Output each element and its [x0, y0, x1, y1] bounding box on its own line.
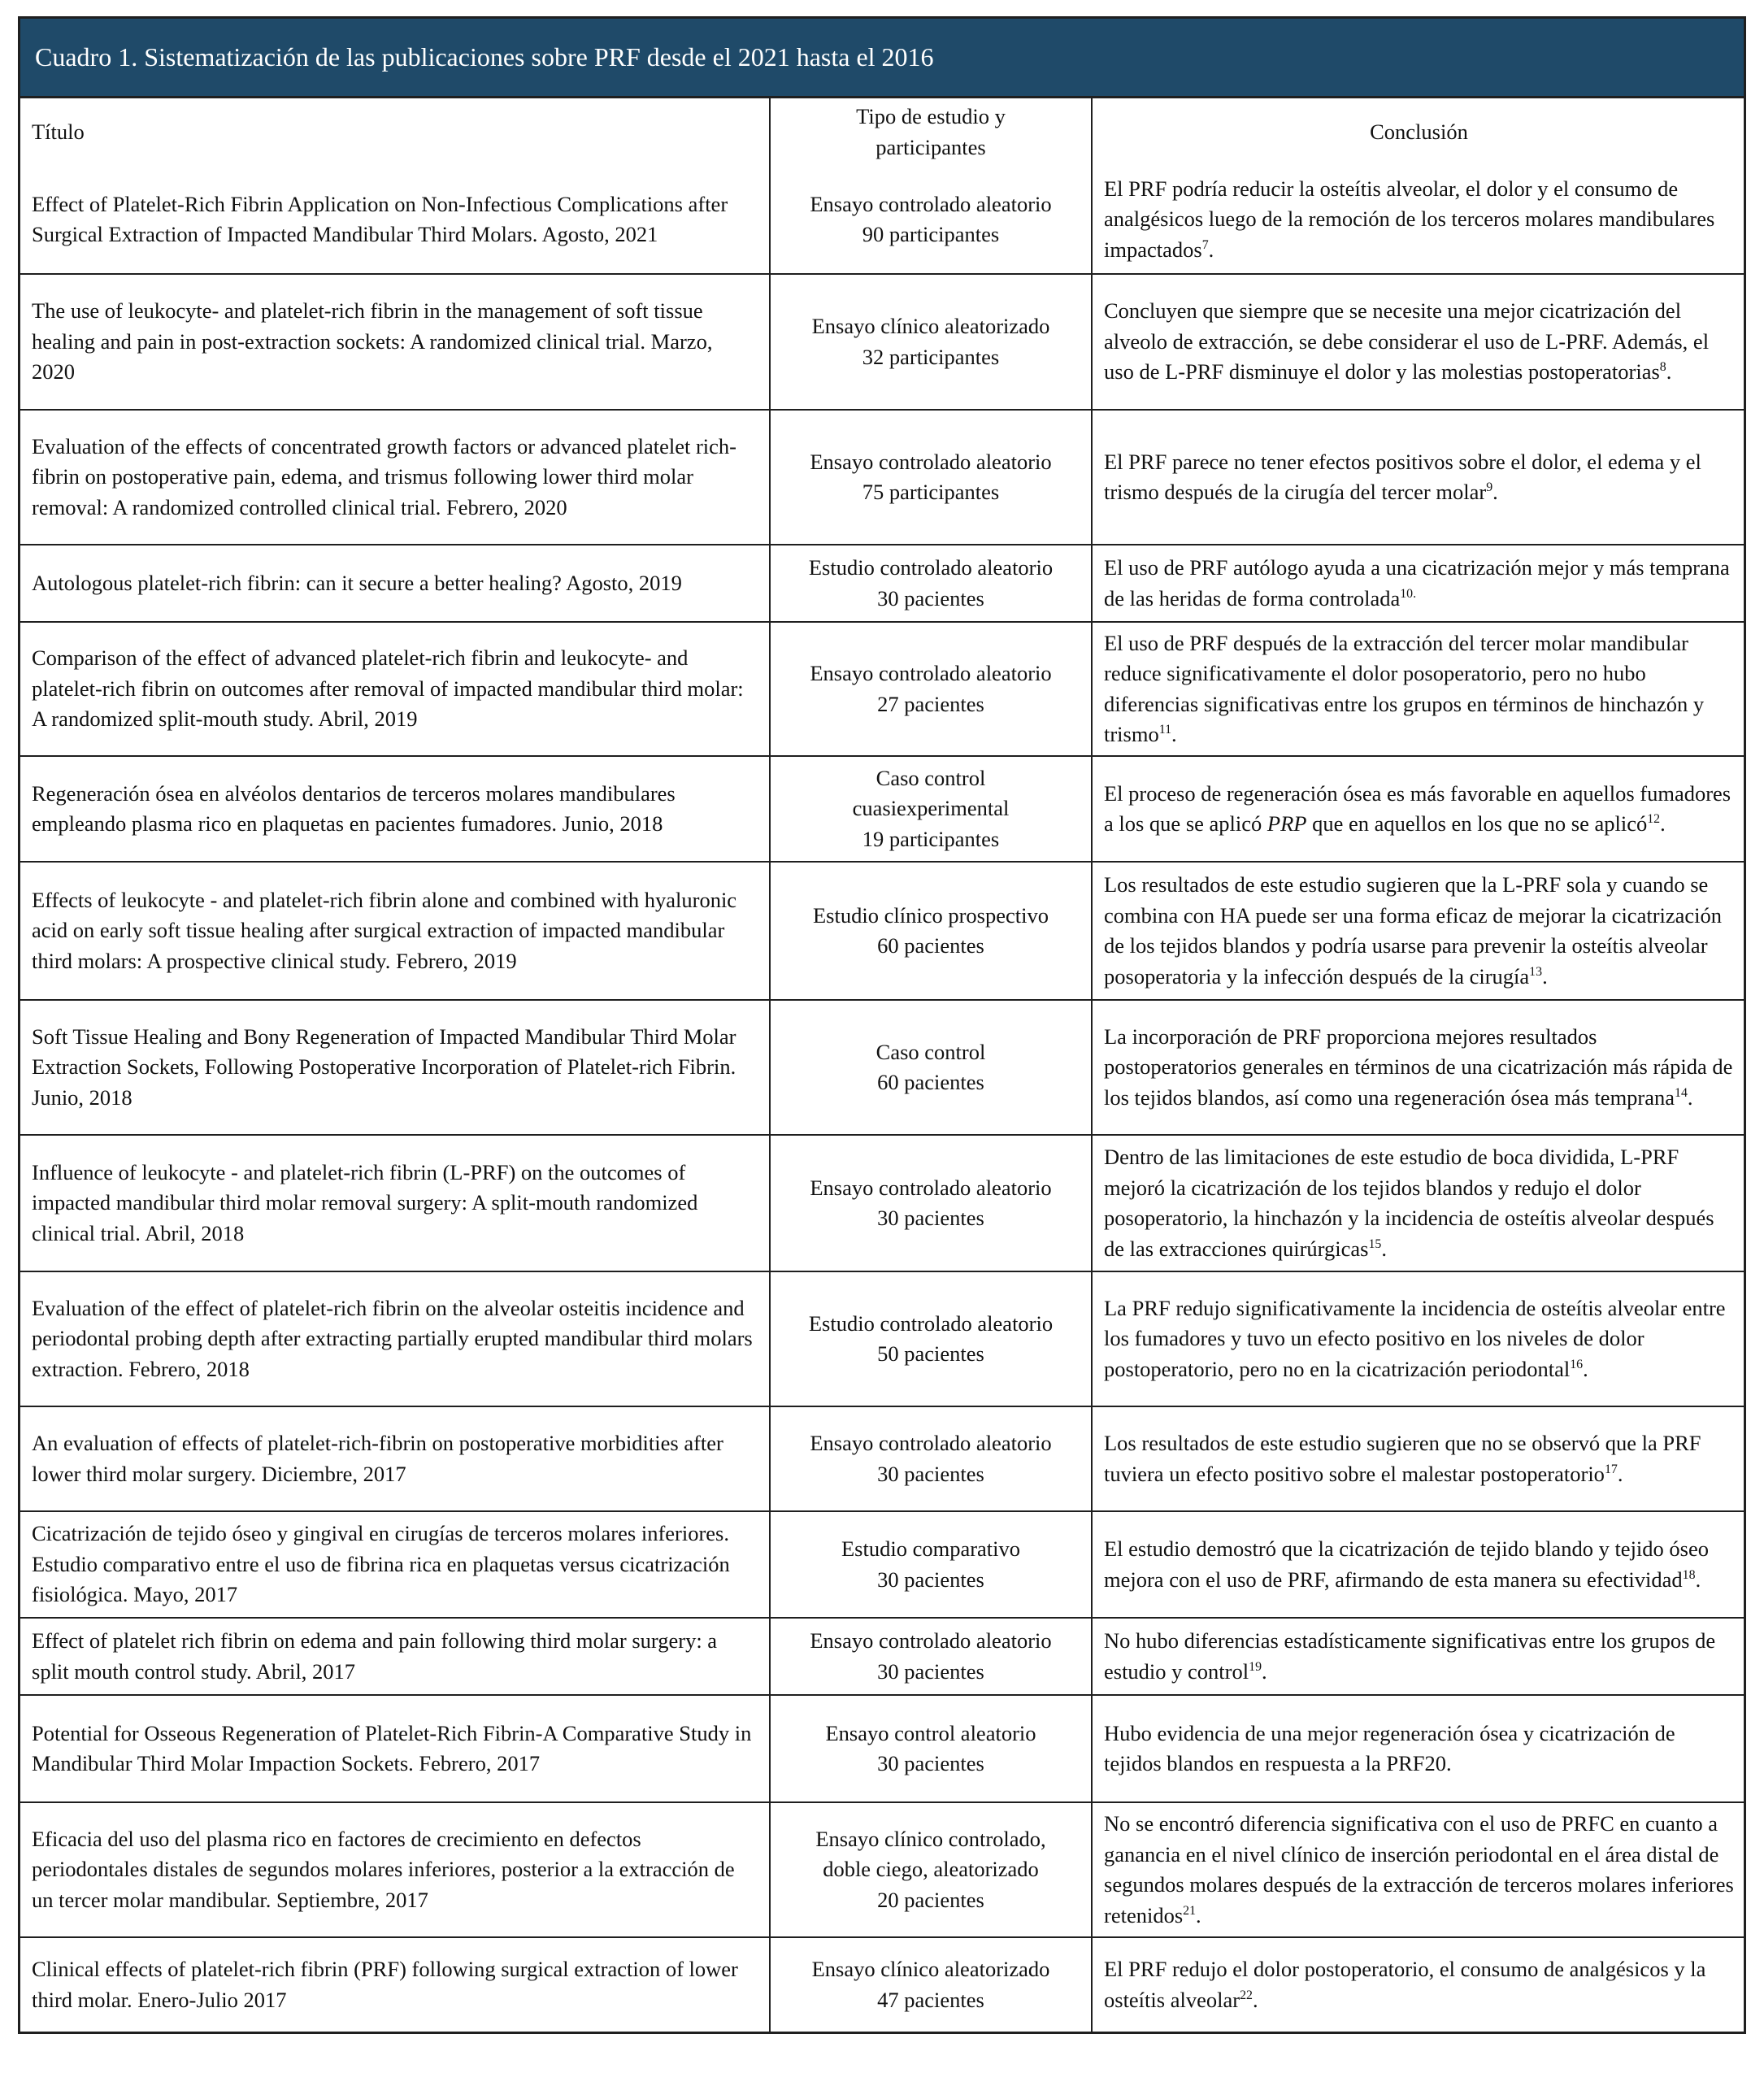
study-line: 47 pacientes — [877, 1987, 984, 2012]
cell-study-type — [770, 545, 1092, 622]
cell-conclusion — [1092, 756, 1744, 862]
cell-title: Potential for Osseous Regeneration of Platelet-Rich Fibrin-A Comparative Study in Mandibular Third Molar Impaction Sockets. Febrero, 2017 — [20, 1695, 770, 1802]
cell-conclusion — [1092, 1618, 1744, 1695]
conclusion-text: La incorporación de PRF proporciona mejores resultados postoperatorios generales en términos de una cicatrización más rápida de los tejidos blandos, así como una regeneración ósea más temprana — [1104, 1023, 1733, 1110]
cell-conclusion — [1092, 545, 1744, 622]
caption-text: Cuadro 1. Sistematización de las publicaciones sobre PRF desde el 2021 hasta el 2016 — [35, 42, 934, 72]
study-line: 60 pacientes — [877, 933, 984, 958]
cell-title: Evaluation of the effects of concentrated growth factors or advanced platelet rich-fibrin on postoperative pain, edema, and trismus following lower third molar removal: A randomized controlled clinical trial. Febrero, 2020 — [20, 410, 770, 545]
cell-study-type — [770, 756, 1092, 862]
conclusion-tail: . — [1252, 1987, 1258, 2012]
study-line: Ensayo clínico aleatorizado — [811, 1957, 1050, 1981]
table-row — [20, 756, 1744, 862]
table-row — [20, 1695, 1744, 1802]
conclusion-text: El uso de PRF después de la extracción del tercer molar mandibular reduce significativamente el dolor posoperatorio, pero no hubo diferencias significativas entre los grupos en términos de hinchazón y trismo — [1104, 630, 1705, 746]
cell-title: Regeneración ósea en alvéolos dentarios de terceros molares mandibulares empleando plasma rico en plaquetas en pacientes fumadores. Junio, 2018 — [20, 756, 770, 862]
cell-conclusion — [1092, 862, 1744, 1000]
study-line: 75 participantes — [862, 480, 1000, 504]
conclusion-tail: . — [1660, 811, 1666, 836]
conclusion-text: El uso de PRF autólogo ayuda a una cicatrización mejor y más temprana de las heridas de forma controlada — [1104, 555, 1730, 611]
cell-title: Comparison of the effect of advanced platelet-rich fibrin and leukocyte- and platelet-rich fibrin on outcomes after removal of impacted mandibular third molar: A randomized split-mouth study. Abril, 2019 — [20, 622, 770, 756]
reference-number: 16 — [1570, 1357, 1584, 1371]
table-row — [20, 622, 1744, 756]
conclusion-tail: . — [1492, 480, 1498, 504]
study-line: 32 participantes — [862, 344, 1000, 369]
cell-title: The use of leukocyte- and platelet-rich fibrin in the management of soft tissue healing and pain in post-extraction sockets: A randomized clinical trial. Marzo, 2020 — [20, 274, 770, 410]
header-title: Título — [20, 98, 770, 166]
conclusion-tail: . — [1687, 1084, 1693, 1110]
study-line: 30 pacientes — [877, 1461, 984, 1486]
study-line: cuasiexperimental — [852, 796, 1010, 821]
document-table-figure — [18, 16, 1746, 2034]
cell-conclusion — [1092, 1271, 1744, 1406]
cell-title: An evaluation of effects of platelet-rich-fibrin on postoperative morbidities after lower third molar surgery. Diciembre, 2017 — [20, 1406, 770, 1511]
cell-study-type — [770, 1802, 1092, 1937]
publications-table — [20, 98, 1744, 2032]
header-study-type — [770, 98, 1092, 166]
study-line: Ensayo controlado aleatorio — [810, 661, 1052, 685]
study-line: 90 participantes — [862, 222, 1000, 246]
conclusion-text: Los resultados de este estudio sugieren que no se observó que la PRF tuviera un efecto positivo sobre el malestar postoperatorio — [1104, 1431, 1701, 1486]
study-line: 30 pacientes — [877, 1567, 984, 1592]
study-line: doble ciego, aleatorizado — [823, 1857, 1039, 1882]
table-row — [20, 545, 1744, 622]
table-row — [20, 1511, 1744, 1618]
reference-number: 13 — [1529, 964, 1543, 979]
study-line: Estudio clínico prospectivo — [813, 902, 1049, 928]
conclusion-text: La PRF redujo significativamente la incidencia de osteítis alveolar entre los fumadores y tuvo un efecto positivo en los niveles de dolor postoperatorio, pero no en la cicatrización periodontal — [1104, 1295, 1726, 1381]
cell-title: Eficacia del uso del plasma rico en factores de crecimiento en defectos periodontales distales de segundos molares inferiores, posterior a la extracción de un tercer molar mandibular. Septiembre, 2017 — [20, 1802, 770, 1937]
study-line: Estudio controlado aleatorio — [808, 1310, 1054, 1336]
conclusion-text: No hubo diferencias estadísticamente significativas entre los grupos de estudio y control — [1104, 1628, 1716, 1684]
cell-conclusion — [1092, 1695, 1744, 1802]
study-line: 20 pacientes — [877, 1887, 984, 1912]
conclusion-tail: . — [1208, 237, 1214, 262]
cell-conclusion — [1092, 1802, 1744, 1937]
cell-conclusion — [1092, 1000, 1744, 1135]
cell-conclusion — [1092, 410, 1744, 545]
conclusion-tail: . — [1262, 1658, 1267, 1684]
study-line: Caso control — [875, 765, 986, 790]
cell-conclusion — [1092, 1937, 1744, 2032]
cell-title: Effects of leukocyte - and platelet-rich fibrin alone and combined with hyaluronic acid on early soft tissue healing after surgical extraction of impacted mandibular third molars: A prospective clinical study. Febrero, 2019 — [20, 862, 770, 1000]
table-row — [20, 1000, 1744, 1135]
conclusion-tail: . — [1617, 1461, 1623, 1486]
cell-title: Effect of platelet rich fibrin on edema and pain following third molar surgery: a split mouth control study. Abril, 2017 — [20, 1618, 770, 1695]
study-line: Ensayo clínico aleatorizado — [811, 314, 1050, 338]
cell-study-type — [770, 1135, 1092, 1271]
study-line: 30 pacientes — [877, 1751, 984, 1775]
study-line: 30 pacientes — [877, 1658, 984, 1684]
table-row — [20, 1135, 1744, 1271]
table-row — [20, 862, 1744, 1000]
reference-number: 15 — [1368, 1236, 1382, 1251]
table-row — [20, 1802, 1744, 1937]
reference-number: 21 — [1183, 1903, 1197, 1918]
cell-title: Clinical effects of platelet-rich fibrin (PRF) following surgical extraction of lower third molar. Enero-Julio 2017 — [20, 1937, 770, 2032]
cell-conclusion — [1092, 1135, 1744, 1271]
cell-study-type — [770, 1618, 1092, 1695]
conclusion-emphasis: PRP — [1267, 811, 1307, 836]
conclusion-tail: . — [1695, 1567, 1701, 1592]
study-line: Ensayo controlado aleatorio — [810, 1175, 1052, 1200]
conclusion-text: No se encontró diferencia significativa con el uso de PRFC en cuanto a ganancia en el nivel clínico de inserción periodontal en el área distal de segundos molares después de la extracción de terceros molares inferiores retenidos — [1104, 1811, 1734, 1927]
conclusion-tail: . — [1542, 963, 1548, 989]
cell-study-type — [770, 1271, 1092, 1406]
reference-number: 12 — [1647, 812, 1661, 827]
conclusion-text: El PRF parece no tener efectos positivos sobre el dolor, el edema y el trismo después de la cirugía del tercer molar — [1104, 449, 1701, 504]
cell-title: Autologous platelet-rich fibrin: can it secure a better healing? Agosto, 2019 — [20, 545, 770, 622]
cell-study-type — [770, 862, 1092, 1000]
table-row — [20, 1406, 1744, 1511]
table-caption — [20, 19, 1744, 98]
header-study-line: Tipo de estudio y — [856, 104, 1006, 128]
study-line: Caso control — [875, 1039, 986, 1064]
header-study-line: participantes — [875, 134, 986, 159]
reference-number: 7 — [1201, 237, 1209, 252]
conclusion-tail: . — [1196, 1902, 1201, 1927]
cell-conclusion — [1092, 1406, 1744, 1511]
cell-title: Cicatrización de tejido óseo y gingival en cirugías de terceros molares inferiores. Estudio comparativo entre el uso de fibrina rica en plaquetas versus cicatrización fisiológica. Mayo, 2017 — [20, 1511, 770, 1618]
reference-number: 19 — [1249, 1659, 1262, 1674]
cell-title: Effect of Platelet-Rich Fibrin Application on Non-Infectious Complications after Surgical Extraction of Impacted Mandibular Third Molars. Agosto, 2021 — [20, 166, 770, 274]
study-line: Ensayo controlado aleatorio — [810, 1628, 1052, 1653]
study-line: 30 pacientes — [877, 585, 984, 611]
study-line: Ensayo clínico controlado, — [815, 1826, 1046, 1851]
cell-study-type — [770, 1000, 1092, 1135]
reference-number: 8 — [1659, 360, 1666, 375]
header-row — [20, 98, 1744, 166]
reference-number: 9 — [1486, 480, 1493, 495]
table-row — [20, 1271, 1744, 1406]
table-row — [20, 410, 1744, 545]
conclusion-text: Dentro de las limitaciones de este estudio de boca dividida, L-PRF mejoró la cicatrización de los tejidos blandos y redujo el dolor posoperatorio, la hinchazón y la incidencia de osteítis alveolar después de las extracciones quirúrgicas — [1104, 1145, 1714, 1261]
cell-study-type — [770, 1937, 1092, 2032]
study-line: Estudio comparativo — [841, 1536, 1021, 1561]
study-line: 60 pacientes — [877, 1070, 984, 1094]
conclusion-tail: . — [1171, 722, 1177, 746]
conclusion-tail: . — [1381, 1236, 1387, 1261]
conclusion-text: Hubo evidencia de una mejor regeneración ósea y cicatrización de tejidos blandos en respuesta a la PRF20. — [1104, 1720, 1675, 1775]
study-line: Estudio controlado aleatorio — [808, 555, 1054, 580]
study-line: Ensayo control aleatorio — [825, 1720, 1036, 1745]
cell-conclusion — [1092, 166, 1744, 274]
study-line: 50 pacientes — [877, 1341, 984, 1366]
study-line: 27 pacientes — [877, 691, 984, 716]
reference-number: 10. — [1400, 586, 1417, 601]
cell-title: Evaluation of the effect of platelet-rich fibrin on the alveolar osteitis incidence and periodontal probing depth after extracting partially erupted mandibular third molars extraction. Febrero, 2018 — [20, 1271, 770, 1406]
conclusion-text: El estudio demostró que la cicatrización de tejido blando y tejido óseo mejora con el uso de PRF, afirmando de esta manera su efectividad — [1104, 1536, 1709, 1592]
conclusion-text: Los resultados de este estudio sugieren que la L-PRF sola y cuando se combina con HA puede ser una forma eficaz de mejorar la cicatrización de los tejidos blandos y podría usarse para prevenir la osteítis alveolar posoperatoria y la infección después de la cirugía — [1104, 872, 1723, 989]
table-row — [20, 274, 1744, 410]
study-line: 19 participantes — [862, 826, 1000, 851]
conclusion-text: El PRF redujo el dolor postoperatorio, el consumo de analgésicos y la osteítis alveolar — [1104, 1957, 1706, 2012]
conclusion-text: que en aquellos en los que no se aplicó — [1312, 811, 1648, 836]
cell-study-type — [770, 1406, 1092, 1511]
reference-number: 11 — [1158, 723, 1172, 737]
cell-title: Soft Tissue Healing and Bony Regeneration of Impacted Mandibular Third Molar Extraction Sockets, Following Postoperative Incorporation of Platelet-rich Fibrin. Junio, 2018 — [20, 1000, 770, 1135]
table-row — [20, 1937, 1744, 2032]
cell-conclusion — [1092, 1511, 1744, 1618]
table-row — [20, 166, 1744, 274]
cell-study-type — [770, 274, 1092, 410]
cell-title: Influence of leukocyte - and platelet-rich fibrin (L-PRF) on the outcomes of impacted mandibular third molar removal surgery: A split-mouth randomized clinical trial. Abril, 2018 — [20, 1135, 770, 1271]
reference-number: 22 — [1240, 1988, 1253, 2002]
cell-study-type — [770, 166, 1092, 274]
cell-study-type — [770, 622, 1092, 756]
cell-study-type — [770, 1695, 1092, 1802]
conclusion-tail: . — [1666, 359, 1672, 385]
cell-conclusion — [1092, 274, 1744, 410]
conclusion-tail: . — [1583, 1356, 1588, 1381]
study-line: 30 pacientes — [877, 1206, 984, 1230]
conclusion-text: El PRF podría reducir la osteítis alveolar, el dolor y el consumo de analgésicos luego de la remoción de los terceros molares mandibulares impactados — [1104, 176, 1715, 262]
reference-number: 17 — [1604, 1462, 1618, 1476]
header-conclusion: Conclusión — [1092, 98, 1744, 166]
cell-conclusion — [1092, 622, 1744, 756]
reference-number: 18 — [1682, 1567, 1696, 1582]
table-body — [20, 166, 1744, 2032]
study-line: Ensayo controlado aleatorio — [810, 449, 1052, 474]
conclusion-text: Concluyen que siempre que se necesite una mejor cicatrización del alveolo de extracción, se debe considerar el uso de L-PRF. Además, el uso de L-PRF disminuye el dolor y las molestias postoperatorias — [1104, 298, 1710, 385]
conclusion-text: El proceso de regeneración ósea es más favorable en aquellos fumadores a los que se aplicó — [1104, 780, 1731, 836]
study-line: Ensayo controlado aleatorio — [810, 1431, 1052, 1455]
reference-number: 14 — [1675, 1085, 1688, 1100]
study-line: Ensayo controlado aleatorio — [810, 191, 1052, 216]
table-row — [20, 1618, 1744, 1695]
cell-study-type — [770, 1511, 1092, 1618]
cell-study-type — [770, 410, 1092, 545]
